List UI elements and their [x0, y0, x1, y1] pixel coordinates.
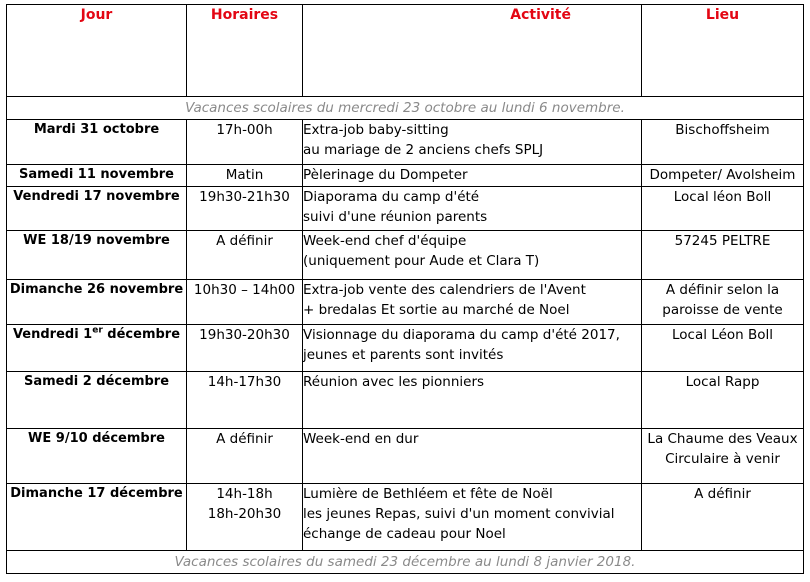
- table-row: [7, 120, 804, 165]
- cell-horaires: 17h-00h: [187, 120, 303, 165]
- cell-activite: Week-end chef d'équipe (uniquement pour Aude et Clara T): [303, 231, 642, 280]
- cell-horaires: 19h30-20h30: [187, 325, 303, 372]
- cell-horaires: A définir: [187, 429, 303, 484]
- cell-horaires: Matin: [187, 165, 303, 187]
- cell-activite: Pèlerinage du Dompeter: [303, 165, 642, 187]
- cell-lieu: La Chaume des Veaux Circulaire à venir: [642, 429, 804, 484]
- cell-jour: WE 18/19 novembre: [7, 231, 187, 280]
- cell-activite: Réunion avec les pionniers: [303, 372, 642, 429]
- cell-activite: Lumière de Bethléem et fête de Noël les jeunes Repas, suivi d'un moment convivial échange de cadeau pour Noel: [303, 484, 642, 551]
- cell-lieu: A définir selon la paroisse de vente: [642, 280, 804, 325]
- vacances-note: Vacances scolaires du mercredi 23 octobre au lundi 6 novembre.: [7, 97, 804, 120]
- table-row: [7, 372, 804, 429]
- vacances-row: [7, 97, 804, 120]
- cell-jour: Vendredi 17 novembre: [7, 187, 187, 231]
- header-activite: Activité: [303, 5, 642, 97]
- table-row: [7, 187, 804, 231]
- header-jour: Jour: [7, 5, 187, 97]
- cell-jour: Vendredi 1er décembre: [7, 325, 187, 372]
- cell-activite: Extra-job vente des calendriers de l'Avent + bredalas Et sortie au marché de Noel: [303, 280, 642, 325]
- table-row: [7, 325, 804, 372]
- header-row: [7, 5, 804, 97]
- cell-lieu: Local léon Boll: [642, 187, 804, 231]
- cell-horaires: A définir: [187, 231, 303, 280]
- cell-lieu: 57245 PELTRE: [642, 231, 804, 280]
- vacances-row: [7, 551, 804, 574]
- cell-activite: Week-end en dur: [303, 429, 642, 484]
- cell-jour: Dimanche 26 novembre: [7, 280, 187, 325]
- cell-horaires: 14h-18h 18h-20h30: [187, 484, 303, 551]
- cell-lieu: Local Rapp: [642, 372, 804, 429]
- cell-lieu: Bischoffsheim: [642, 120, 804, 165]
- cell-horaires: 19h30-21h30: [187, 187, 303, 231]
- table-row: [7, 429, 804, 484]
- schedule-table: [6, 4, 804, 574]
- cell-lieu: A définir: [642, 484, 804, 551]
- cell-jour: Samedi 11 novembre: [7, 165, 187, 187]
- cell-activite: Extra-job baby-sitting au mariage de 2 anciens chefs SPLJ: [303, 120, 642, 165]
- cell-jour: Dimanche 17 décembre: [7, 484, 187, 551]
- header-horaires: Horaires: [187, 5, 303, 97]
- cell-activite: Visionnage du diaporama du camp d'été 2017, jeunes et parents sont invités: [303, 325, 642, 372]
- cell-jour: Mardi 31 octobre: [7, 120, 187, 165]
- table-row: [7, 280, 804, 325]
- cell-lieu: Local Léon Boll: [642, 325, 804, 372]
- cell-activite: Diaporama du camp d'été suivi d'une réunion parents: [303, 187, 642, 231]
- table-row: [7, 231, 804, 280]
- cell-horaires: 10h30 – 14h00: [187, 280, 303, 325]
- cell-jour: WE 9/10 décembre: [7, 429, 187, 484]
- cell-jour: Samedi 2 décembre: [7, 372, 187, 429]
- table-row: [7, 484, 804, 551]
- vacances-note: Vacances scolaires du samedi 23 décembre au lundi 8 janvier 2018.: [7, 551, 804, 574]
- table-row: [7, 165, 804, 187]
- header-lieu: Lieu: [642, 5, 804, 97]
- cell-lieu: Dompeter/ Avolsheim: [642, 165, 804, 187]
- cell-horaires: 14h-17h30: [187, 372, 303, 429]
